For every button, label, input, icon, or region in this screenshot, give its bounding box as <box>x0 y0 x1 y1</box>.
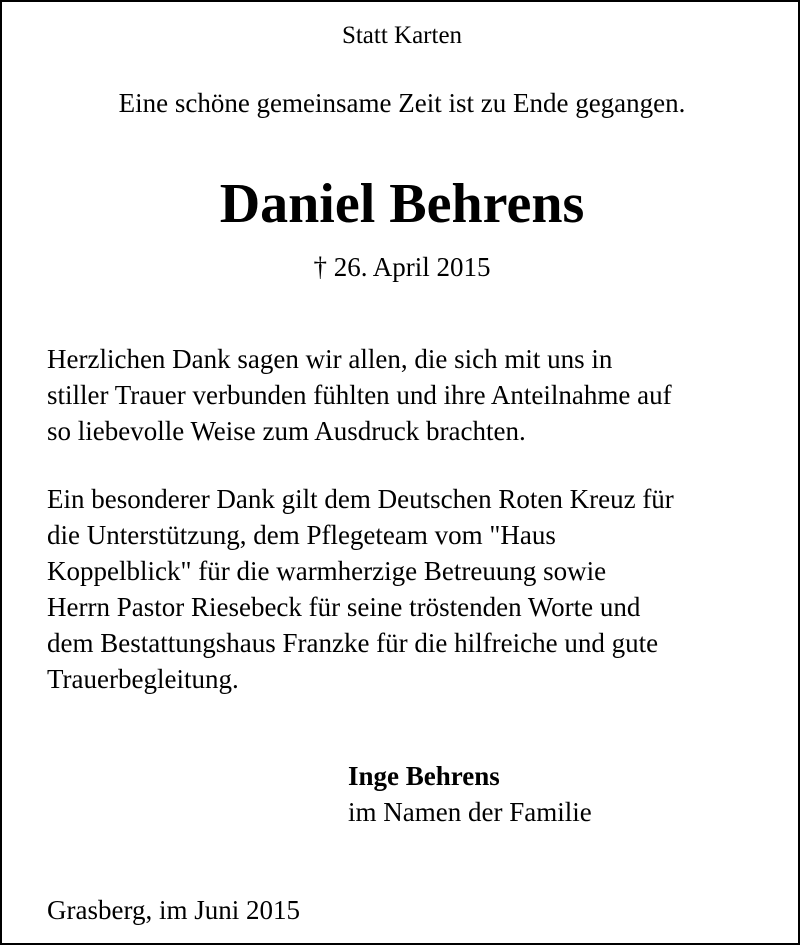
paragraph-line: Herzlichen Dank sagen wir allen, die sich mit uns in <box>47 344 613 374</box>
signature-name: Inge Behrens <box>348 761 500 791</box>
paragraph-line: Koppelblick" für die warmherzige Betreuung sowie <box>47 556 607 586</box>
header-text: Statt Karten <box>341 22 463 49</box>
paragraph-line: die Unterstützung, dem Pflegeteam vom "Haus <box>47 520 556 550</box>
paragraph-line: Ein besonderer Dank gilt dem Deutschen Roten Kreuz für <box>47 484 674 514</box>
paragraph-line: stiller Trauer verbunden fühlten und ihre Anteilnahme auf <box>47 380 672 410</box>
special-thanks-paragraph <box>47 481 674 697</box>
place-date: Grasberg, im Juni 2015 <box>47 895 300 925</box>
signature-block <box>348 758 592 830</box>
thanks-paragraph <box>47 341 672 449</box>
motto-text: Eine schöne gemeinsame Zeit ist zu Ende gegangen. <box>118 88 686 118</box>
paragraph-line: Herrn Pastor Riesebeck für seine tröstenden Worte und <box>47 592 641 622</box>
signature-subtitle: im Namen der Familie <box>348 797 592 827</box>
paragraph-line: so liebevolle Weise zum Ausdruck brachten. <box>47 416 526 446</box>
paragraph-line: dem Bestattungshaus Franzke für die hilfreiche und gute <box>47 628 659 658</box>
death-date: † 26. April 2015 <box>313 252 491 282</box>
deceased-name: Daniel Behrens <box>219 173 585 235</box>
paragraph-line: Trauerbegleitung. <box>47 664 239 694</box>
